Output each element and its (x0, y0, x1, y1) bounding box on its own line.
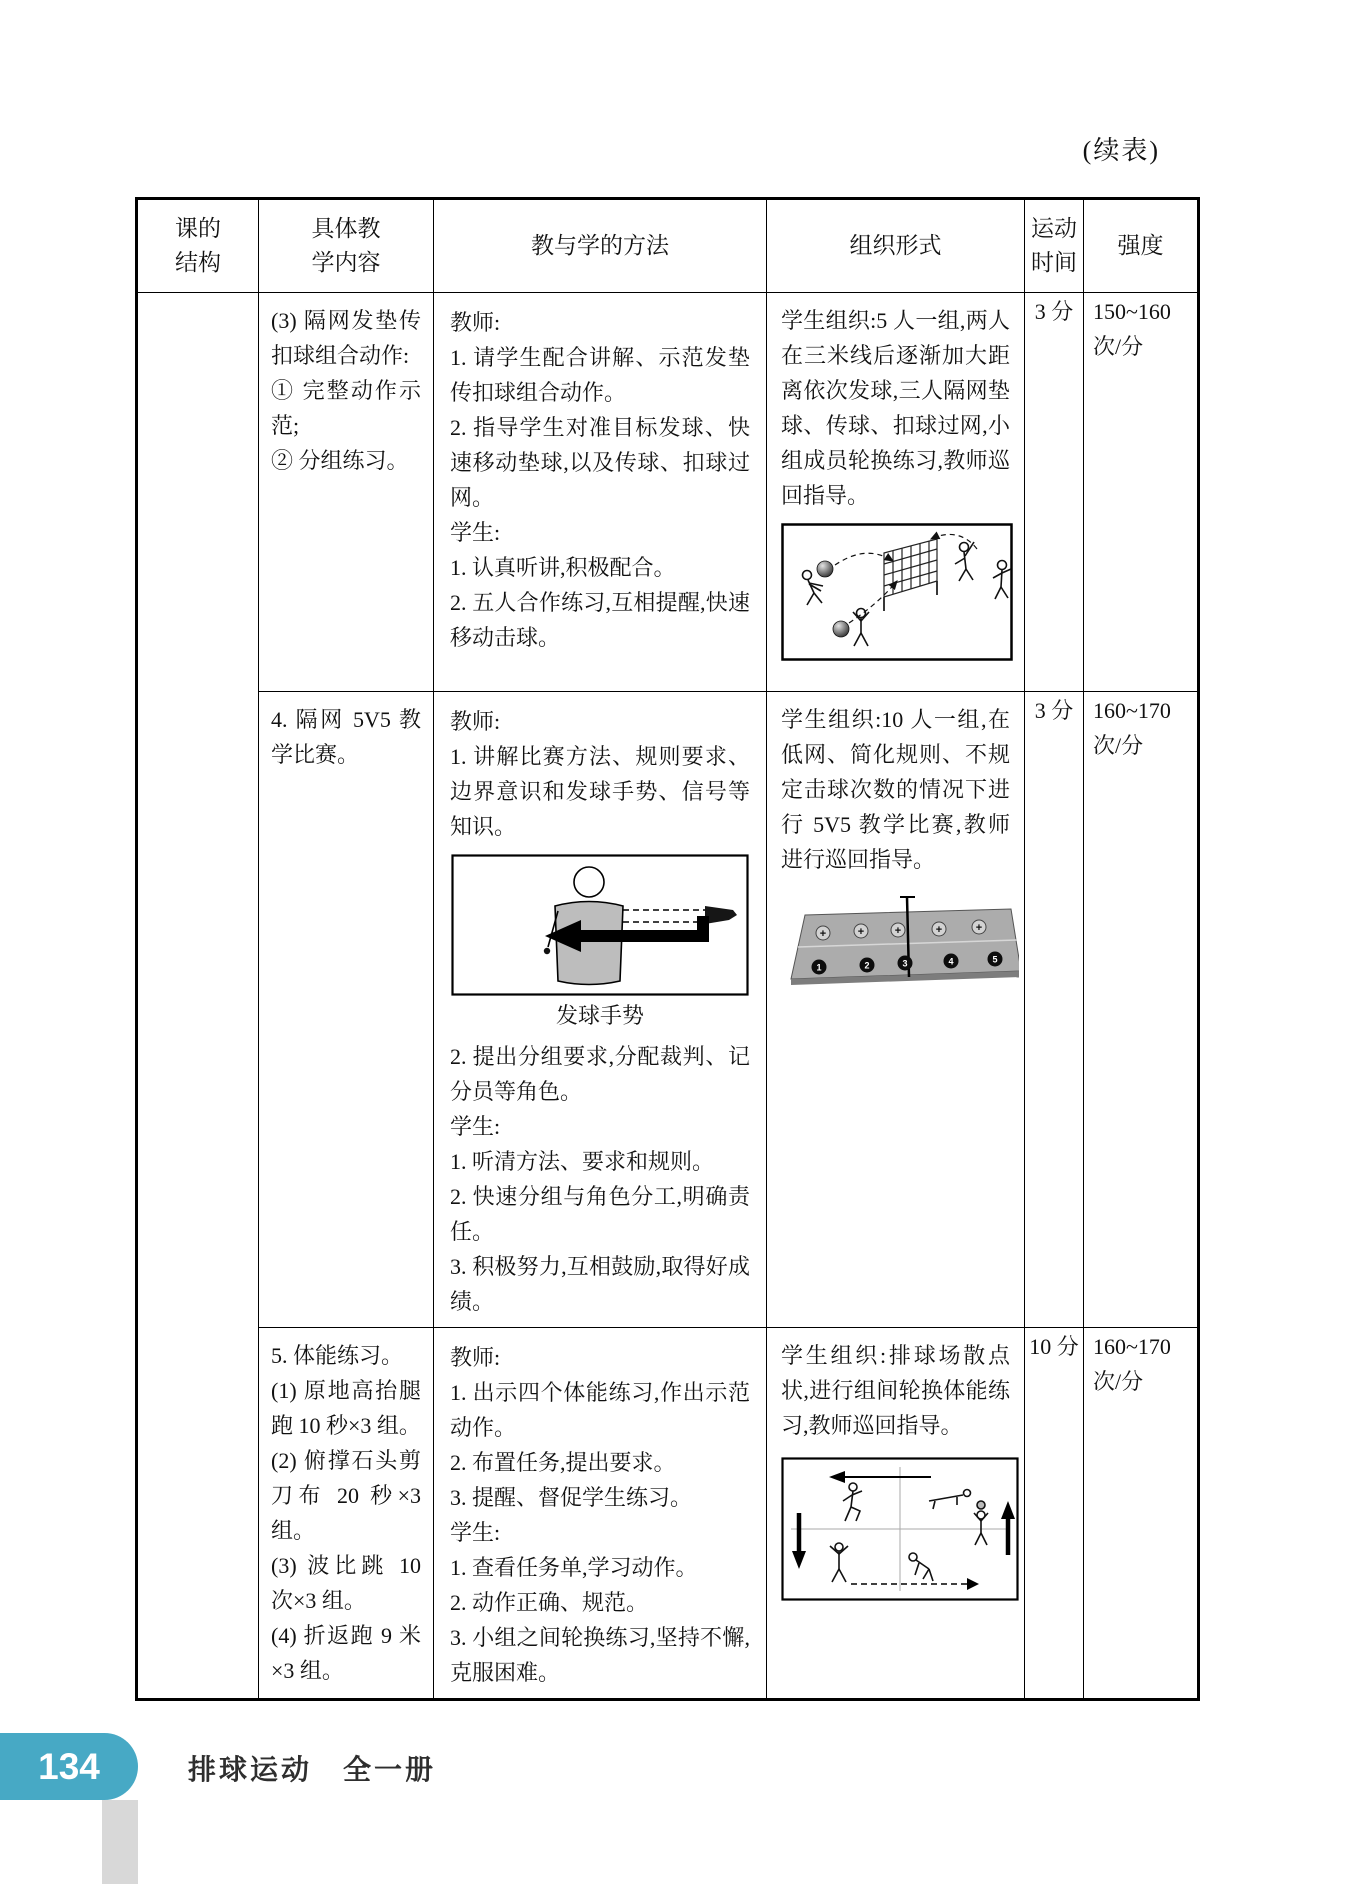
svg-text:+: + (819, 928, 827, 940)
header-methods: 教与学的方法 (434, 199, 767, 293)
paragraph: 5. 体能练习。 (271, 1343, 404, 1368)
paragraph-group (781, 702, 1010, 877)
court-5v5-diagram (781, 889, 1019, 993)
serve-signal-diagram (451, 854, 749, 996)
cell-content-1 (259, 293, 434, 692)
continued-table-label: (续表) (1082, 136, 1160, 165)
table-row (137, 692, 1199, 1328)
net-drill-diagram (781, 523, 1013, 661)
cell-lesson-structure-empty (137, 293, 259, 1700)
paragraph: 1. 出示四个体能练习,作出示范动作。 (450, 1380, 750, 1440)
diagram-caption: 发球手势 (555, 1003, 644, 1028)
paragraph: 学生: (450, 1114, 501, 1139)
paragraph: 1. 听清方法、要求和规则。 (450, 1149, 715, 1174)
cell-time-3 (1025, 1328, 1084, 1700)
header-organization: 组织形式 (767, 199, 1025, 293)
paragraph: 教师: (450, 1345, 501, 1370)
cell-intensity-3 (1084, 1328, 1199, 1700)
volleyball (817, 561, 833, 577)
svg-text:2: 2 (864, 960, 870, 971)
paragraph: 1. 认真听讲,积极配合。 (450, 555, 676, 580)
header-lesson-structure: 课的 结构 (137, 199, 259, 293)
intensity-range: 150~160 (1093, 299, 1171, 324)
cell-intensity-2 (1084, 692, 1199, 1328)
diagram-frame (783, 525, 1012, 660)
paragraph: 教师: (450, 709, 501, 734)
cell-methods-1 (434, 293, 767, 692)
paragraph: 2. 动作正确、规范。 (450, 1590, 649, 1615)
cell-organization-1 (767, 293, 1025, 692)
paragraph: ② 分组练习。 (271, 448, 409, 473)
svg-text:+: + (857, 926, 865, 938)
paragraph: 4. 隔网 5V5 教学比赛。 (271, 707, 421, 767)
paragraph: 学生组织:5 人一组,两人在三米线后逐渐加大距离依次发球,三人隔网垫球、传球、扣球过网,小组成员轮换练习,教师巡回指导。 (781, 308, 1010, 508)
intensity-unit: 次/分 (1093, 1369, 1144, 1394)
cell-content-2 (259, 692, 434, 1328)
time-value: 3 分 (1034, 698, 1074, 723)
page-number: 134 (38, 1745, 100, 1787)
paragraph: (3) 隔网发垫传扣球组合动作: (271, 308, 421, 368)
svg-text:+: + (975, 922, 983, 934)
cell-content-3 (259, 1328, 434, 1700)
svg-text:1: 1 (816, 962, 822, 973)
paragraph: 2. 提出分组要求,分配裁判、记分员等角色。 (450, 1044, 750, 1104)
paragraph: 2. 布置任务,提出要求。 (450, 1450, 676, 1475)
time-value: 3 分 (1034, 299, 1074, 324)
paragraph-group (781, 303, 1010, 513)
paragraph: ① 完整动作示范; (271, 378, 421, 438)
header-teaching-content: 具体教 学内容 (259, 199, 434, 293)
paragraph-group (450, 1340, 750, 1690)
paragraph: 3. 提醒、督促学生练习。 (450, 1485, 693, 1510)
paragraph: (3) 波比跳 10 次×3 组。 (271, 1553, 421, 1613)
table-row (137, 1328, 1199, 1700)
cell-time-2 (1025, 692, 1084, 1328)
paragraph: 3. 积极努力,互相鼓励,取得好成绩。 (450, 1254, 750, 1314)
paragraph: 1. 查看任务单,学习动作。 (450, 1555, 698, 1580)
table-row (137, 293, 1199, 692)
header-exercise-time: 运动 时间 (1025, 199, 1084, 293)
cell-intensity-1 (1084, 293, 1199, 692)
intensity-range: 160~170 (1093, 1334, 1171, 1359)
header-intensity: 强度 (1084, 199, 1199, 293)
book-title: 排球运动 全一册 (188, 1754, 437, 1785)
paragraph-group (781, 1338, 1010, 1443)
paragraph: 3. 小组之间轮换练习,坚持不懈,克服困难。 (450, 1625, 750, 1685)
paragraph-group (271, 702, 421, 772)
cell-methods-2 (434, 692, 767, 1328)
svg-text:3: 3 (902, 958, 908, 969)
svg-text:4: 4 (948, 956, 954, 967)
cell-organization-3 (767, 1328, 1025, 1700)
header-row (137, 199, 1199, 293)
paragraph: (2) 俯撑石头剪刀布 20 秒×3 组。 (271, 1448, 421, 1543)
svg-text:5: 5 (992, 954, 998, 965)
paragraph: 学生: (450, 1520, 501, 1545)
paragraph-group (271, 303, 421, 478)
paragraph-group (450, 704, 750, 844)
paragraph: (1) 原地高抬腿跑 10 秒×3 组。 (271, 1378, 421, 1438)
paragraph: 2. 指导学生对准目标发球、快速移动垫球,以及传球、扣球过网。 (450, 415, 750, 510)
paragraph: 学生: (450, 520, 501, 545)
svg-text:+: + (894, 925, 902, 937)
paragraph: 教师: (450, 310, 501, 335)
svg-text:+: + (935, 924, 943, 936)
time-value: 10 分 (1029, 1334, 1079, 1359)
paragraph-group (450, 305, 750, 655)
intensity-unit: 次/分 (1093, 334, 1144, 359)
paragraph: 2. 五人合作练习,互相提醒,快速移动击球。 (450, 590, 750, 650)
intensity-unit: 次/分 (1093, 733, 1144, 758)
intensity-range: 160~170 (1093, 698, 1171, 723)
paragraph: 2. 快速分组与角色分工,明确责任。 (450, 1184, 750, 1244)
paragraph: (4) 折返跑 9 米×3 组。 (271, 1623, 421, 1683)
footer-decorative-strip (102, 1800, 138, 1884)
cell-methods-3 (434, 1328, 767, 1700)
cell-organization-2 (767, 692, 1025, 1328)
paragraph-group (450, 1039, 750, 1319)
paragraph: 1. 讲解比赛方法、规则要求、边界意识和发球手势、信号等知识。 (450, 744, 750, 839)
page-number-badge (0, 1733, 138, 1800)
cell-time-1 (1025, 293, 1084, 692)
paragraph: 学生组织:10 人一组,在低网、简化规则、不规定击球次数的情况下进行 5V5 教学比赛,教师进行巡回指导。 (781, 707, 1010, 872)
paragraph: 学生组织:排球场散点状,进行组间轮换体能练习,教师巡回指导。 (781, 1343, 1010, 1438)
lesson-plan-table (135, 197, 1200, 1701)
paragraph: 1. 请学生配合讲解、示范发垫传扣球组合动作。 (450, 345, 750, 405)
paragraph-group (271, 1338, 421, 1688)
fitness-stations-diagram (781, 1457, 1019, 1601)
volleyball (833, 621, 849, 637)
